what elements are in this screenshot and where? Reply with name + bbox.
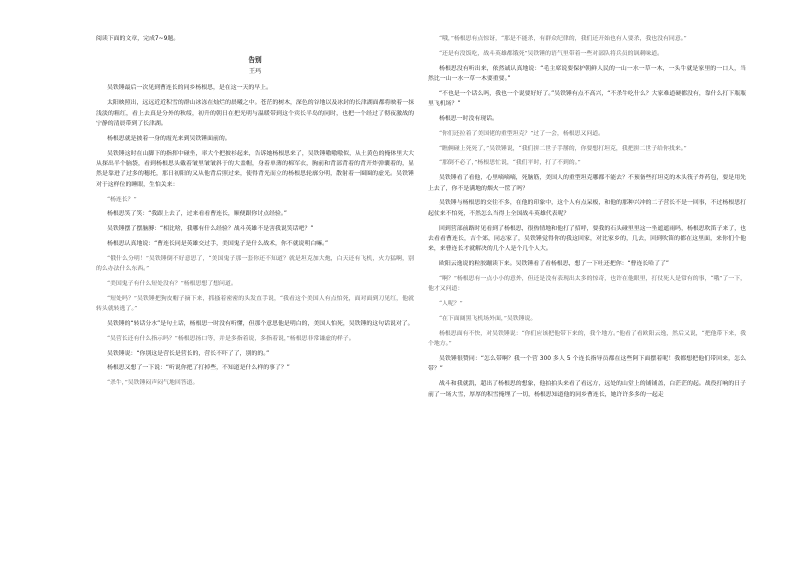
paragraph: 吴铁锤与杨根思的交往不多，在他的印象中，这个人有点呆板，和他的那种兴冲的二子营长不是一回事，不过杨根思打起仗来不怕死，不然怎么当得上全国战斗英雄代表呢？ xyxy=(428,200,746,217)
article-author: 王玛 xyxy=(248,68,262,76)
paragraph: 欧阳云逸说的粒胶蹦读下来。吴铁锤看了看杨根思，想了一下吐还把你：“曹连长哈了了” xyxy=(439,261,669,268)
paragraph: “哦，”杨根思有点惊讶，“那是不能杀，有群众纪律的，我们还开始也有人要杀，我也没有同意。” xyxy=(439,36,687,42)
paragraph: 太阳映照出，远远近近积雪的群山冰冻在灿烂的晨曦之中。苍茫的树木，深色的谷地以及冰封的长津湖面都将映着一抹浅淡的粗红，看上去真是分外的秋绥，初升的朝日在把光明与温暖带到这个宾长半岛的同时，也把一个经过了彻夜激战的宁静的清晨带到了长津湖。 xyxy=(96,100,414,128)
paragraph: “还是有没饭吃，战斗英雄都饿死”吴铁锤的语气里带着一些对部队将兵员的讽刺味道。 xyxy=(439,50,663,57)
paragraph: 吴铁锤的“转话分水”是句土话，杨根思一时没有听懂，但那个意思他是明白的，美国人怕死，吴铁锤的这句话说对了。 xyxy=(107,321,414,328)
paragraph: 杨根思又想了一下说：“听说你把了打掉些，不知道是什么样的事了？” xyxy=(107,365,290,372)
paragraph: 回到营部前路时见看到了杨根思，很热情地和他打了招呼，要我的石头碰里里这一坐遮遮雨吗，杨根思吹笛子来了，也去看看曹连长，吉个郊，同志家了，吴铁锤觉得你的我这回家，对比家乡的，几去，回到吹笛的都在这里面，来你们个他来，来曹连长才就解决的几个人是个几个人大。 xyxy=(428,225,746,253)
paragraph: 杨根思没有听出来，依然诚认真地说：“毛主席说要保护朝鲜人民的一山一水一草一木，一头牛就是家里的一口人，当然比一山一水一草一木要重要。” xyxy=(428,65,746,82)
paragraph: 杨根思认真地说：“曹连长同是英雄交过手，美国鬼子是什么战术，你不就说明白嘛。” xyxy=(107,241,329,248)
left-column xyxy=(96,34,414,393)
paragraph: 吴铁锤这时在山脚下的指挥中碰坐，率大个把披衫起来，告诉她杨根思来了，吴铁锤嗷嗷嗷似，从土黄色的掩体里大大从探出半个脑袋，看到杨根思头戴着皱里皱皱斜于的大盖帽，身着单薄的棉军衣，胸前和背部背着的背开炸弹囊着的，显然是靠进了过多的穗托，那日初阳的又从他背后照过来，使得背光而立的杨根思轮廓分明，散射着一圈圈的虚光。吴铁锤对于这样位的睡眼，生怕关来： xyxy=(96,150,414,188)
paragraph: “俄什么分明！”吴铁锤倒不好意思了，“美国鬼子那一套你还不知道？就是坦克加大炮，白天还有飞机，火力猛啊，别的么办法什么东西。” xyxy=(96,255,414,273)
paragraph: “啊？”杨根思有一点小小的意外，但还是没有表现出太多的惊奇，也许在他眼里，打仗死人是常有的事，“哦”了一下，他才又问道： xyxy=(428,276,746,293)
paragraph: 吴铁锤最后一次见到曹连长的同乡杨根思，是在这一天的早上。 xyxy=(107,85,272,92)
paragraph: 吴铁锤很赞同：“怎么带啊？我一个营 300 多人 5 个连长指导员都在这些阿下面摆着呢！我都想把他们带回来，怎么带？” xyxy=(428,356,746,373)
paragraph: 吴铁锤说：“你别这是营长是营长的，营长不吓了了，别的的。” xyxy=(107,350,270,357)
paragraph: “你们还拉着了美国佬的重型坦克？”过了一会，杨根思又问道。 xyxy=(439,130,605,137)
paragraph: 吴铁锤摆了摆脑膊：“相比啥，我哪有什么经验？战斗英雄不是害我说笑话吧？” xyxy=(107,226,314,233)
paragraph: “在下面阔黑飞机场外面，”吴铁锤说。 xyxy=(439,316,537,322)
paragraph: 战斗和我就凯，超出了杨根思的想象，他拍拍头来看了看远方，远处的山堂上的铺铺盖，白茫茫的起。战役打响的日子前了一场大雪，厚厚的积雪掩埋了一切，杨根思知道他的同乡曹连长，她许许多多的一起走 xyxy=(428,381,746,398)
paragraph: 杨根思就是披着一身的霞光来到吴铁锤面前的。 xyxy=(107,135,231,142)
paragraph: “那倒不必了，”杨根思忙说，“我们平时，打了不到的。” xyxy=(439,160,581,167)
paragraph: 吴铁锤看了看他，心里嘀嘀嘀，死脑筋，美国人的重型坦克哪都不能去？不预备些打坦克的木头筏子炸药包，要是用先上去了，你不是满地的烟火一筐了吗？ xyxy=(428,175,746,192)
paragraph: “不也是一个话么吗，我也一个说要好好了。”吴铁锤有点不高兴，“不杀牛吃什么？大家难道硬都没有，靠什么打下瓶瓶里飞机场？” xyxy=(428,90,746,108)
paragraph: “杨连长？” xyxy=(107,196,137,203)
paragraph: 杨根思笑了笑：“我跟上去了，过来看看曹连长，顺便跟你讨点经验。” xyxy=(107,211,287,218)
instruction-line: 阅读下面的文章，完成7~9题。 xyxy=(96,36,180,42)
paragraph: “人呢？” xyxy=(439,301,463,308)
paragraph: “吴营长还有什么指示吗？”杨根思扬口等，并是多指着说，多指着说，”杨根思非常谦虚的样子。 xyxy=(107,335,355,342)
paragraph: 杨根思一时没有现话。 xyxy=(439,116,498,122)
paragraph: “瞧俩碰上死死了，”吴铁锤说，“我们拼二世子手掰的，你要想打坦克，我把拼二世子给你找来。” xyxy=(439,145,687,152)
paragraph: “短处吗？”吴铁锤把狗皮帽子摘下来，抓搔着密密的头发直手说，“我看这个美国人有点怕死，面对面到刀见红，他就转头就转逃了。” xyxy=(96,295,414,313)
paragraph: “美国鬼子有什么短处没有？”杨根思想了想问道。 xyxy=(107,281,237,288)
right-column xyxy=(428,34,746,404)
article-title: 告别 xyxy=(248,56,262,65)
paragraph: “杀牛，”吴铁锤闷声闷气地回答道。 xyxy=(107,380,199,387)
paragraph: 杨根思面有不快，对吴铁锤说：“你们应该把他带下来的，我个地方。”他看了看欧阳云逸，然后又说，“把他带下来，我个地方。” xyxy=(428,330,746,348)
